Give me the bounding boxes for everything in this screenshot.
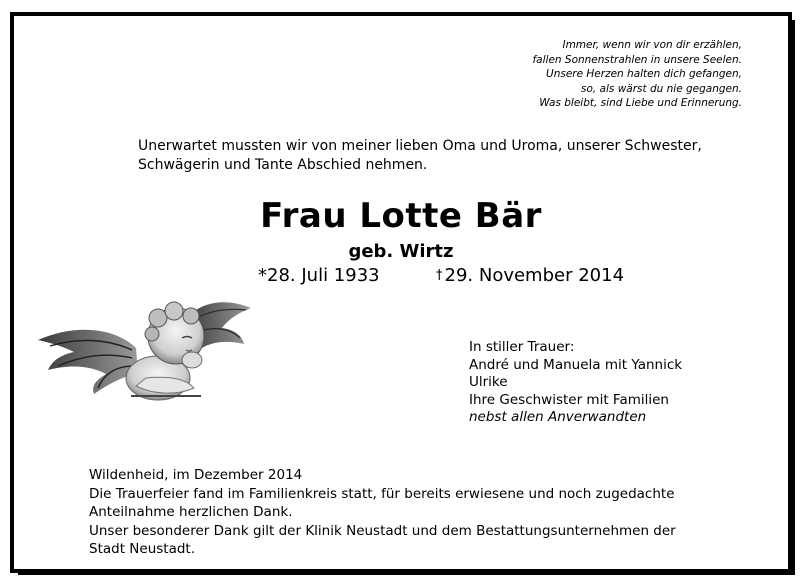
mourners-line: In stiller Trauer:: [469, 339, 575, 355]
footer-line: Anteilnahme herzlichen Dank.: [89, 504, 293, 520]
obituary-frame: [10, 12, 792, 573]
mourners-line: André und Manuela mit Yannick: [469, 356, 683, 373]
cross-icon: †: [436, 268, 443, 283]
poem-line: Was bleibt, sind Liebe und Erinnerung.: [539, 97, 742, 109]
footer-line: Die Trauerfeier fand im Familienkreis statt, für bereits erwiesene und noch zugedachte: [89, 485, 675, 502]
intro-text: [138, 137, 702, 175]
mourners-line: Ihre Geschwister mit Familien: [469, 391, 669, 408]
memorial-poem: [532, 38, 742, 111]
deceased-name: Frau Lotte Bär: [260, 196, 542, 236]
intro-line: Unerwartet mussten wir von meiner lieben Oma und Uroma, unserer Schwester,: [138, 138, 702, 154]
poem-line: fallen Sonnenstrahlen in unsere Seelen.: [532, 53, 742, 66]
death-date: 29. November 2014: [444, 265, 625, 286]
poem-line: Unsere Herzen halten dich gefangen,: [546, 68, 742, 80]
footer-text: [89, 466, 676, 559]
mourners-line: Ulrike: [469, 374, 508, 390]
death-date-line: [436, 265, 624, 286]
poem-line: so, als wärst du nie gegangen.: [580, 82, 742, 95]
footer-line: Stadt Neustadt.: [89, 541, 196, 557]
birth-name: geb. Wirtz: [348, 241, 454, 262]
poem-line: Immer, wenn wir von dir erzählen,: [562, 39, 742, 51]
footer-line: Wildenheid, im Dezember 2014: [89, 467, 303, 483]
angel-cherub-icon: [36, 278, 256, 412]
intro-line: Schwägerin und Tante Abschied nehmen.: [138, 157, 428, 173]
mourners-closing: nebst allen Anverwandten: [469, 409, 647, 425]
footer-line: Unser besonderer Dank gilt der Klinik Neustadt und dem Bestattungsunternehmen der: [89, 522, 676, 539]
birth-date: *28. Juli 1933: [258, 265, 380, 286]
mourners-list: [469, 339, 682, 427]
